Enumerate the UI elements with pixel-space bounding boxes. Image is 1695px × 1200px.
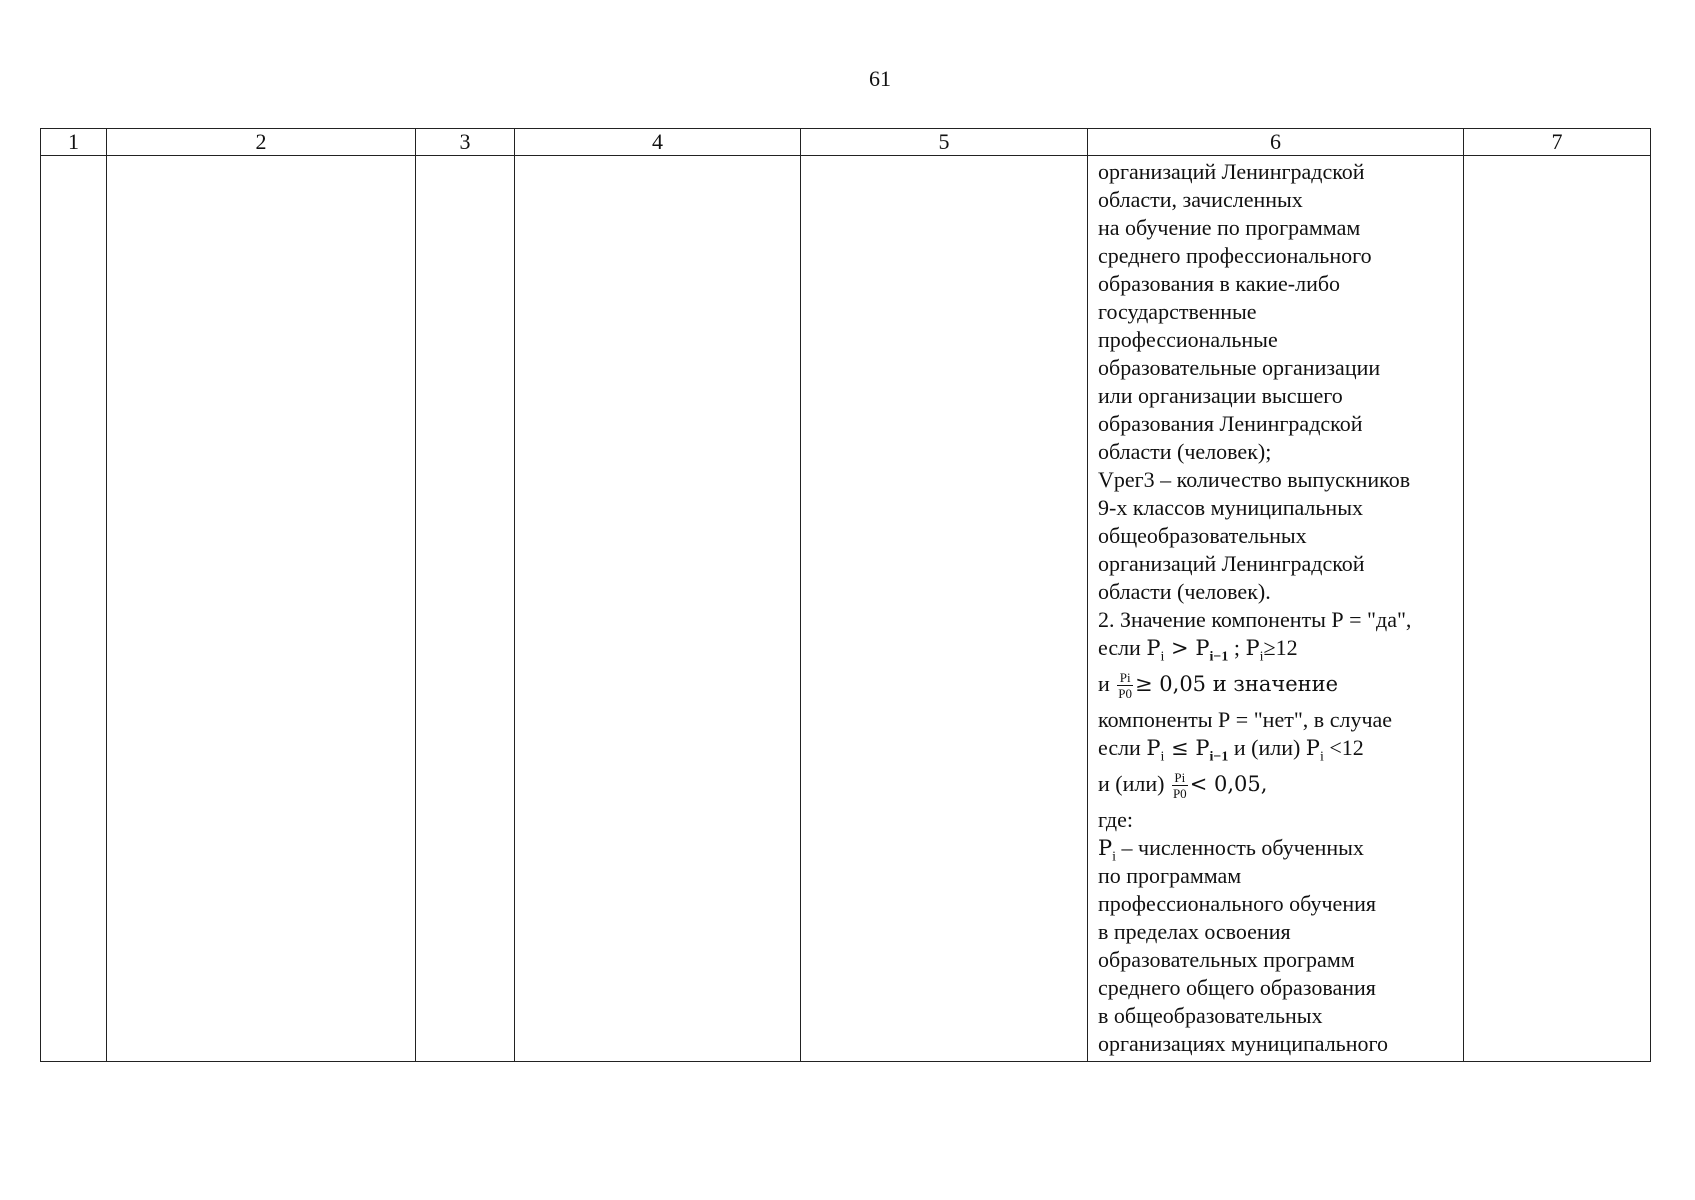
text-line: области, зачисленных <box>1098 187 1303 212</box>
text-line: общеобразовательных <box>1098 523 1307 548</box>
text-line: организаций Ленинградской <box>1098 159 1365 184</box>
text-line: по программам <box>1098 863 1242 888</box>
page-number: 61 <box>869 66 891 91</box>
math-symbol: P <box>1098 836 1113 860</box>
math-symbol: ≤ <box>1164 736 1196 760</box>
fraction-denominator: P0 <box>1172 786 1187 802</box>
text-line: области (человек); <box>1098 439 1272 464</box>
math-symbol: > <box>1164 636 1196 660</box>
subscript: i−1 <box>1209 749 1229 765</box>
text: ; <box>1228 635 1246 660</box>
fraction-condition-line <box>1098 762 1457 806</box>
cell-col-7 <box>1464 156 1651 1062</box>
math-expression: < 0,05, <box>1189 772 1268 796</box>
text-line: области (человек). <box>1098 579 1271 604</box>
text-line: организаций Ленинградской <box>1098 551 1365 576</box>
text-line: государственные <box>1098 299 1257 324</box>
text: если <box>1098 735 1147 760</box>
math-symbol: P <box>1195 736 1210 760</box>
cell-col-4 <box>515 156 801 1062</box>
math-symbol: P <box>1195 636 1210 660</box>
subscript: i <box>1319 749 1324 765</box>
math-expression: ≥ 0,05 и значение <box>1135 672 1339 696</box>
text-line: на обучение по программам <box>1098 215 1361 240</box>
subscript: i <box>1160 749 1165 765</box>
text: если <box>1098 635 1147 660</box>
text-line: Vрег3 – количество выпускников <box>1098 467 1411 492</box>
cell-col-6 <box>1088 156 1464 1062</box>
text-line: среднего профессионального <box>1098 243 1372 268</box>
fraction-condition-line <box>1098 662 1457 706</box>
cell-col-1 <box>41 156 107 1062</box>
document-table <box>40 128 1651 1062</box>
text-line: где: <box>1098 807 1133 832</box>
text: и <box>1098 671 1116 696</box>
text-line: профессионального обучения <box>1098 891 1376 916</box>
fraction-numerator: Pi <box>1172 770 1188 786</box>
column-header-6: 6 <box>1088 129 1464 156</box>
column-header-1: 1 <box>41 129 107 156</box>
text-line: или организации высшего <box>1098 383 1343 408</box>
text-line: образовательных программ <box>1098 947 1355 972</box>
text-line: организациях муниципального <box>1098 1031 1388 1056</box>
subscript: i <box>1112 849 1117 865</box>
table-header-row <box>41 129 1651 156</box>
text-line: профессиональные <box>1098 327 1278 352</box>
text-line: в общеобразовательных <box>1098 1003 1323 1028</box>
text-line: 9-х классов муниципальных <box>1098 495 1363 520</box>
column-header-5: 5 <box>801 129 1088 156</box>
text-line: в пределах освоения <box>1098 919 1291 944</box>
text-line: 2. Значение компоненты Р = "да", <box>1098 607 1412 632</box>
text: и (или) <box>1098 771 1170 796</box>
column-header-3: 3 <box>416 129 515 156</box>
fraction-denominator: P0 <box>1118 686 1133 702</box>
fraction <box>1172 770 1188 801</box>
subscript: i <box>1259 649 1264 665</box>
subscript: i−1 <box>1209 649 1229 665</box>
text: ≥12 <box>1263 635 1298 660</box>
math-symbol: P <box>1146 636 1161 660</box>
fraction <box>1117 670 1133 701</box>
text: <12 <box>1323 735 1364 760</box>
column-header-4: 4 <box>515 129 801 156</box>
fraction-numerator: Pi <box>1117 670 1133 686</box>
text: и (или) <box>1228 735 1306 760</box>
column-header-2: 2 <box>107 129 416 156</box>
text-line: компоненты Р = "нет", в случае <box>1098 707 1393 732</box>
cell-col-2 <box>107 156 416 1062</box>
text-line: образования Ленинградской <box>1098 411 1363 436</box>
condition-yes-line <box>1098 634 1457 665</box>
table-row <box>41 156 1651 1062</box>
text-line: образования в какие-либо <box>1098 271 1341 296</box>
text: – численность обученных <box>1116 835 1364 860</box>
cell-col-3 <box>416 156 515 1062</box>
text-line: образовательные организации <box>1098 355 1381 380</box>
text-line: среднего общего образования <box>1098 975 1376 1000</box>
subscript: i <box>1160 649 1165 665</box>
math-symbol: P <box>1146 736 1161 760</box>
definition-line <box>1098 834 1457 865</box>
condition-no-line <box>1098 734 1457 765</box>
cell-col-5 <box>801 156 1088 1062</box>
column-header-7: 7 <box>1464 129 1651 156</box>
math-symbol: P <box>1245 636 1260 660</box>
math-symbol: P <box>1305 736 1320 760</box>
